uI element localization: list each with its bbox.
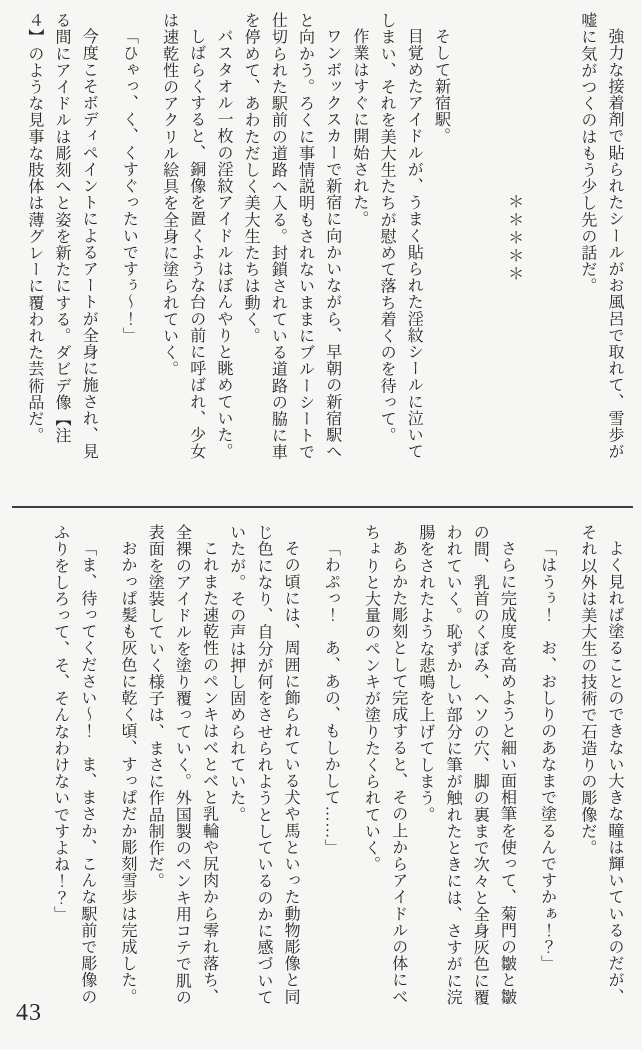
- paragraph: その頃には、周囲に飾られている犬や馬といった動物彫像と同じ色になり、自分が何をさせられようとしているのかに感づいていたが。その声は押し固められていた。: [227, 524, 300, 1006]
- paragraph: 強力な接着剤で貼られたシールがお風呂で取れて、雪歩が嘘に気がつくのはもう少し先の話だ。: [578, 12, 623, 460]
- paragraph: 今度こそボディペイントによるアートが全身に施され、見る間にアイドルは彫刻へと姿を新たにする。ダビデ像【注４】のような見事な肢体は薄グレーに覆われた芸術品だ。: [25, 12, 98, 460]
- section-divider-rule: [12, 506, 633, 508]
- dialogue-line: 「ひゃっ、く、くすぐったいですぅ〜！」: [120, 28, 138, 344]
- paragraph: おかっぱ髪も灰色に乾く頃、すっぱだか彫刻雪歩は完成した。: [119, 540, 136, 1005]
- paragraph: バスタオル一枚の淫紋アイドルはぼんやりと眺めていた。: [214, 28, 232, 460]
- dialogue-line: 「はうぅ！ お、おしりのあなまで塗るんですかぁ！？」: [538, 540, 556, 972]
- upper-text-block: [21, 12, 628, 464]
- paragraph: そして新宿駅。: [432, 28, 450, 145]
- dialogue-line: 「ま、待ってください〜！ ま、まさか、こんな駅前で彫像のふりをしろって、そ、そんなわけないですよね！？」: [51, 524, 96, 1005]
- paragraph: ワンボックスカーで新宿に向かいながら、早朝の新宿駅へと向かう。ろくに事情説明もされないままにブルーシートで仕切られた駅前の道路へ入る。封鎖されている道路の脇に車を停めて、あわただしく美大生たちは動く。: [242, 12, 341, 461]
- scene-break-separator: ＊＊＊＊＊: [505, 193, 523, 283]
- paragraph: よく見れば塗ることのできない大きな瞳は輝いているのだが、それ以外は美大生の技術で石造りの彫像だ。: [578, 524, 623, 1005]
- paragraph: さらに完成度を高めようと細い面相筆を使って、菊門の皺と皺の間、乳首のくぼみ、ヘソの穴、脚の裏まで次々と全身灰色に覆われていく。恥ずかしい部分に筆が触れたときには、さすがに浣腸をされたような悲鳴を上げてしまう。: [416, 524, 516, 1006]
- paragraph: 作業はすぐに開始された。: [350, 28, 368, 228]
- paragraph: あらかた彫刻として完成すると、その上からアイドルの体にべちょりと大量のペンキが塗りたくられていく。: [362, 524, 407, 1005]
- paragraph: これまた速乾性のペンキはべとべと乳輪や尻肉から零れ落ち、全裸のアイドルを塗り覆っていく。外国製のペンキ用コテで肌の表面を塗装していく様子は、まさに作品制作だ。: [146, 524, 218, 1006]
- lower-text-block: [33, 524, 628, 1006]
- paragraph: しばらくすると、銅像を置くような台の前に呼ばれ、少女は速乾性のアクリル絵具を全身に塗られていく。: [160, 12, 205, 460]
- page-number: 43: [16, 1000, 42, 1026]
- dialogue-line: 「わぷっ！ あ、あの、もしかして……」: [322, 540, 340, 856]
- paragraph: 目覚めたアイドルが、うまく貼られた淫紋シールに泣いてしまい、それを美大生たちが慰めて落ち着くのを待って。: [378, 12, 423, 460]
